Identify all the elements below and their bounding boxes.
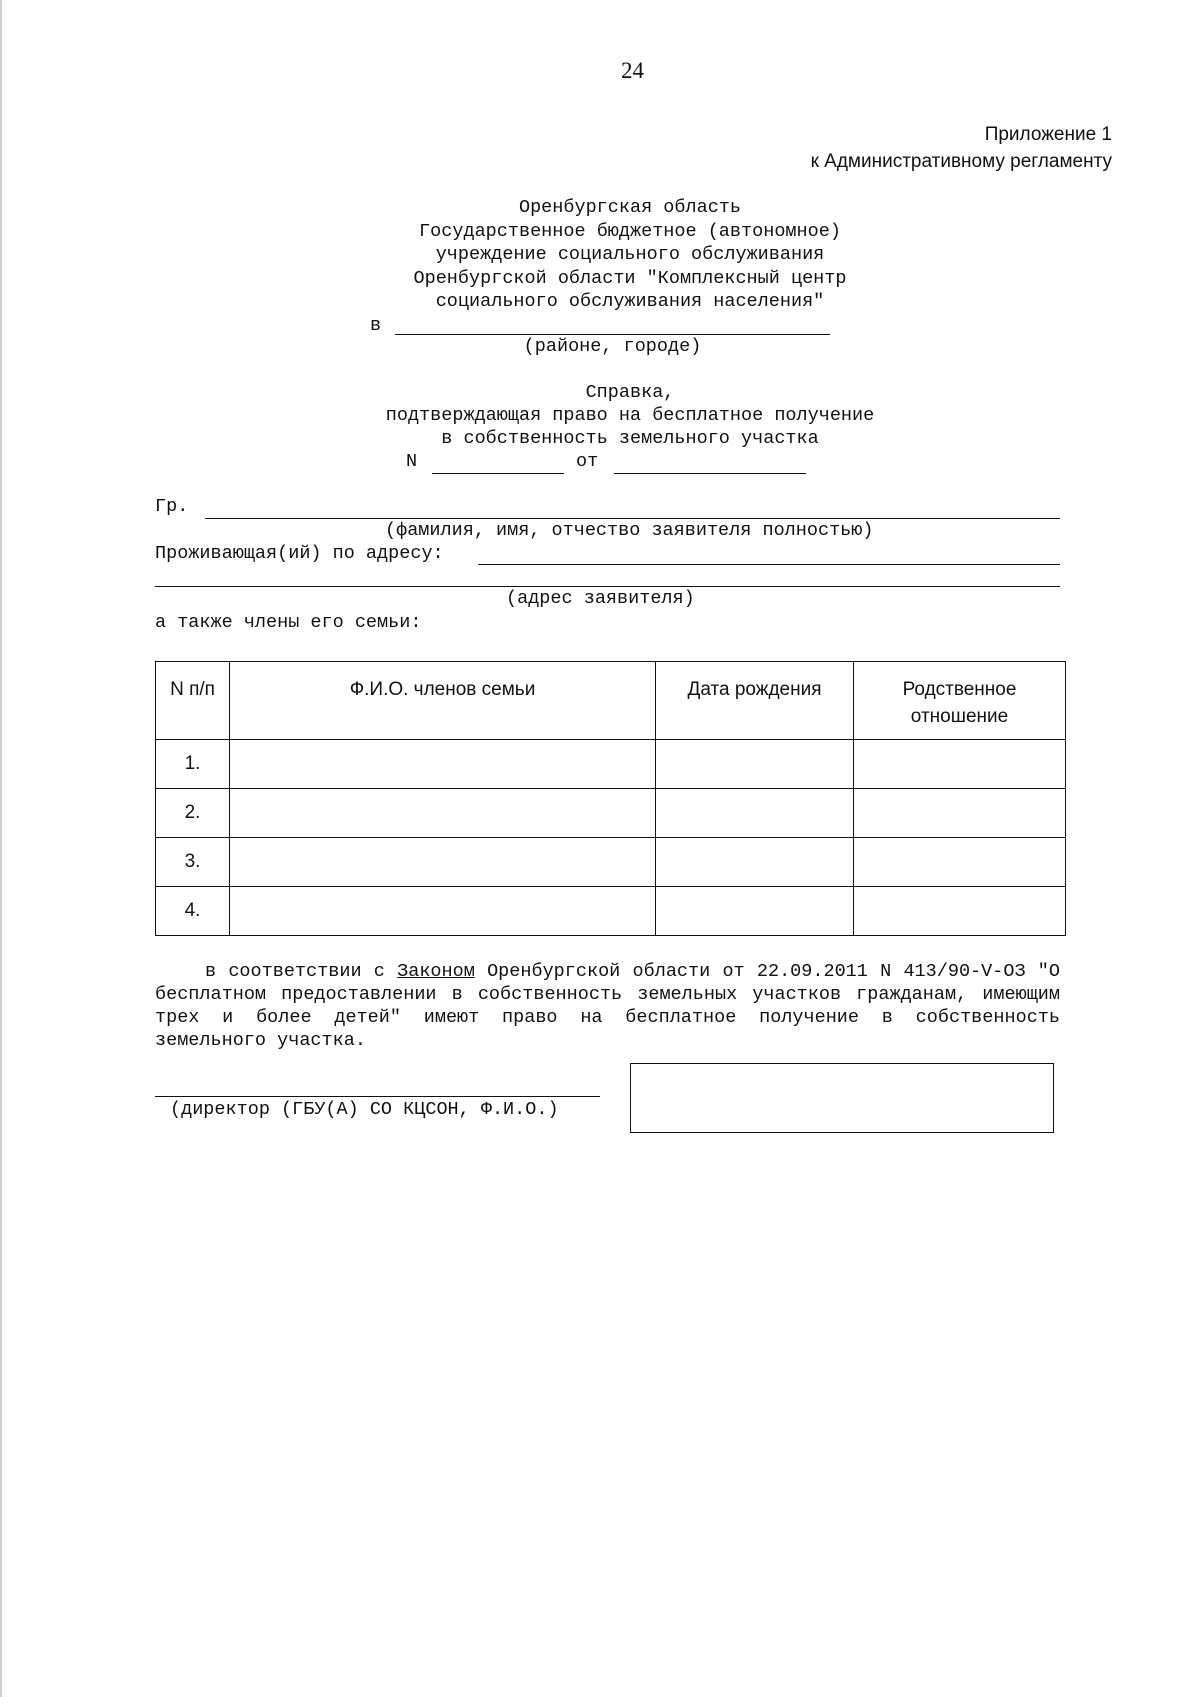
statement-paragraph [155,960,1060,1052]
fio-cell[interactable] [230,838,656,887]
certificate-title: Справка, [585,382,675,403]
org-line-2: Государственное бюджетное (автономное) [419,220,841,242]
statement-part-1: в соответствии с [205,961,385,982]
appendix-line-2: к Административному регламенту [810,151,1112,172]
fio-cell[interactable] [230,887,656,936]
address-field-1[interactable] [478,564,1060,565]
org-line-4: Оренбургской области "Комплексный центр [413,267,847,289]
birthdate-cell[interactable] [656,838,854,887]
statement-part-2: Оренбургской области от 22.09.2011 N 413/90-V-ОЗ "О бесплатном предоставлении в собственность земельных участков гражданам, имеющим трех и более детей" имеют право на бесплатное получение в собственность земельного участка. [155,961,1060,1051]
birthdate-cell[interactable] [656,887,854,936]
address-caption: (адрес заявителя) [506,588,695,609]
org-line-1: Оренбургская область [518,197,742,218]
relation-cell[interactable] [854,887,1066,936]
family-label: а также члены его семьи: [155,612,422,633]
relation-cell[interactable] [854,740,1066,789]
table-row [156,838,1066,887]
table-row [156,789,1066,838]
district-in-label: в [370,315,382,336]
org-line-3: учреждение социального обслуживания [435,244,825,265]
citizen-name-caption: (фамилия, имя, отчество заявителя полностью) [385,520,874,541]
fio-cell[interactable] [230,789,656,838]
certificate-date-label: от [576,451,599,472]
law-link[interactable]: Законом [397,961,475,982]
certificate-subtitle-2: в собственность земельного участка [441,428,819,449]
citizen-label: Гр. [155,496,189,517]
organization-block [290,196,970,314]
certificate-number-field[interactable] [432,473,564,474]
org-line-5: социального обслуживания населения" [435,291,825,312]
col-header-number: N п/п [156,662,230,740]
relation-cell[interactable] [854,838,1066,887]
signature-line[interactable] [155,1096,600,1097]
row-number: 1. [156,740,230,789]
relation-cell[interactable] [854,789,1066,838]
col-header-relation [854,662,1066,740]
row-number: 4. [156,887,230,936]
certificate-number-label: N [406,451,418,472]
row-number: 2. [156,789,230,838]
citizen-name-field[interactable] [205,518,1060,519]
district-caption: (районе, городе) [523,336,702,357]
appendix-header [811,121,1112,175]
signature-caption: (директор (ГБУ(А) СО КЦСОН, Ф.И.О.) [170,1099,559,1120]
certificate-date-field[interactable] [614,473,806,474]
scan-edge [0,0,2,1697]
relation-header-text: Родственное отношение [902,679,1017,727]
stamp-box [630,1063,1054,1133]
family-members-table [155,661,1065,936]
col-header-fio: Ф.И.О. членов семьи [230,662,656,740]
table-header-row [156,662,1066,740]
col-header-birthdate: Дата рождения [656,662,854,740]
table-row [156,740,1066,789]
birthdate-cell[interactable] [656,789,854,838]
appendix-line-1: Приложение 1 [984,124,1112,145]
page-number: 24 [621,58,644,83]
birthdate-cell[interactable] [656,740,854,789]
district-field-line[interactable] [395,334,830,335]
table-row [156,887,1066,936]
row-number: 3. [156,838,230,887]
fio-cell[interactable] [230,740,656,789]
address-label: Проживающая(ий) по адресу: [155,543,444,564]
address-field-2[interactable] [155,586,1060,587]
certificate-subtitle-1: подтверждающая право на бесплатное получение [385,405,875,426]
